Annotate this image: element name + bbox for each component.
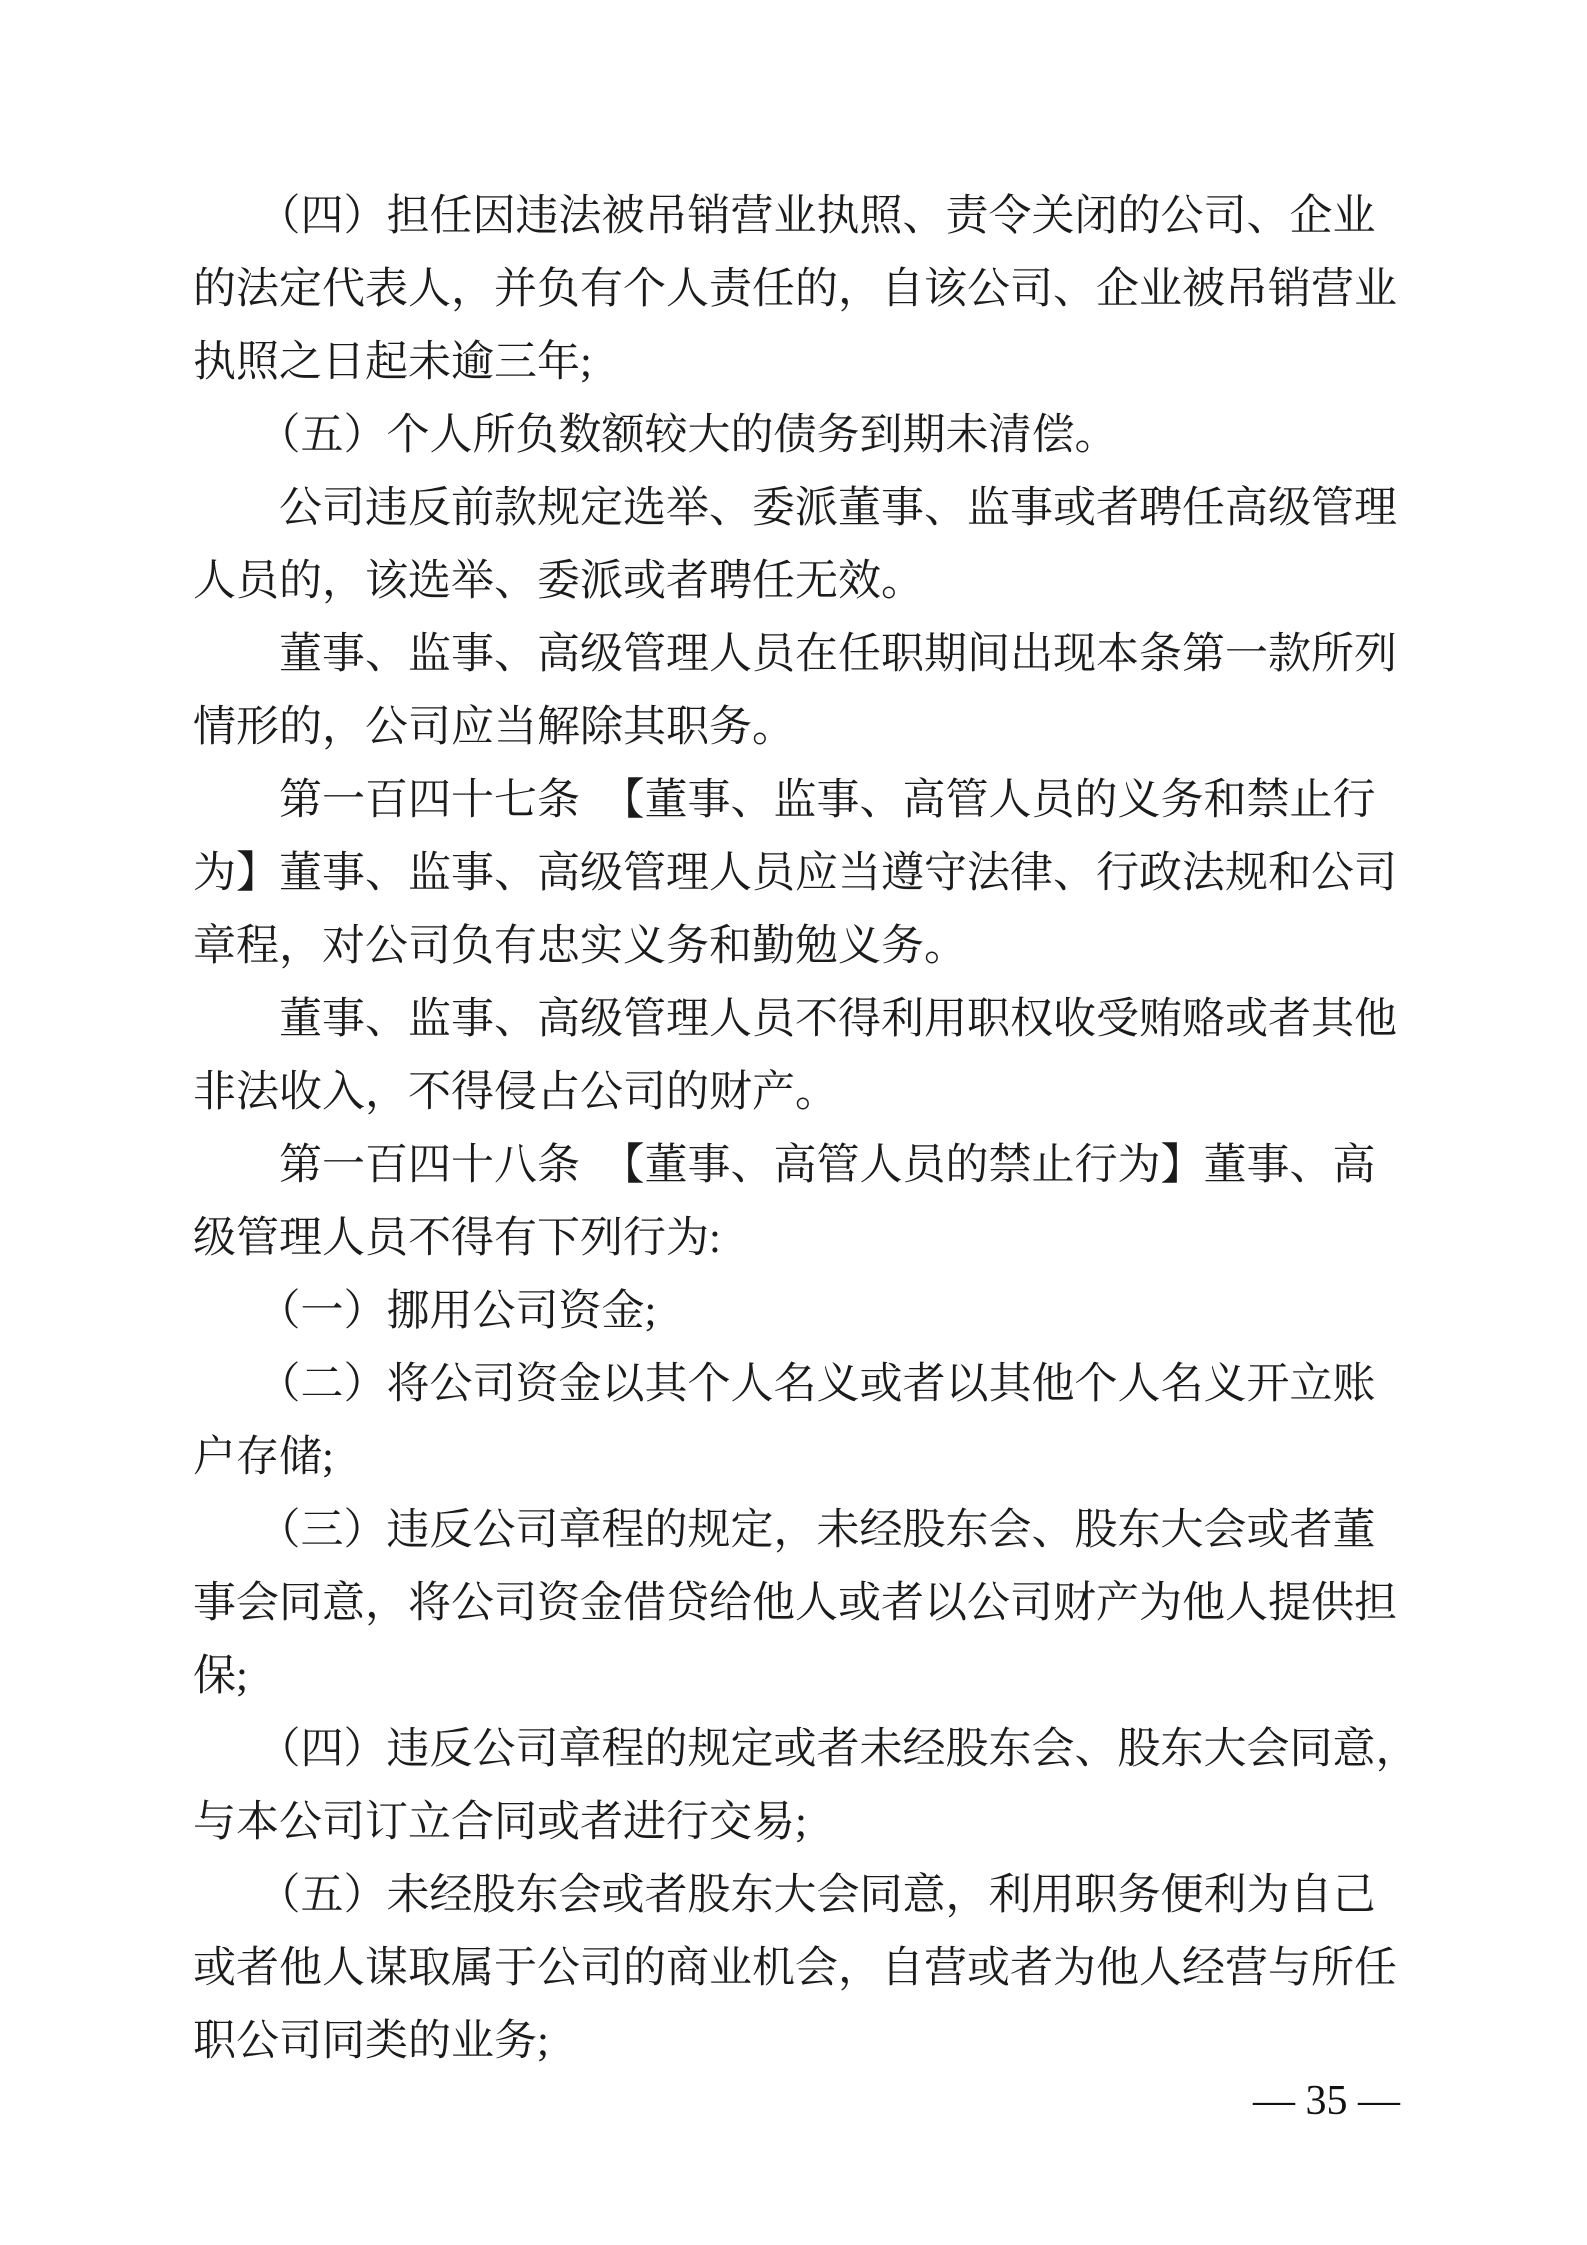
- text-line: 章程，对公司负有忠实义务和勤勉义务。: [193, 923, 967, 970]
- text-line: （三）违反公司章程的规定，未经股东会、股东大会或者董: [193, 1507, 1376, 1554]
- text-line: （二）将公司资金以其个人名义或者以其他个人名义开立账: [193, 1361, 1376, 1408]
- text-line: （五）个人所负数额较大的债务到期未清偿。: [193, 412, 1118, 459]
- text-line: 人员的，该选举、委派或者聘任无效。: [193, 558, 924, 605]
- text-line: 董事、监事、高级管理人员在任职期间出现本条第一款所列: [193, 631, 1397, 678]
- text-line: 情形的，公司应当解除其职务。: [193, 704, 795, 751]
- text-line: 为】董事、监事、高级管理人员应当遵守法律、行政法规和公司: [193, 850, 1397, 897]
- text-line: 职公司同类的业务;: [193, 2018, 549, 2065]
- page-number: — 35 —: [1253, 2078, 1400, 2124]
- text-line: （五）未经股东会或者股东大会同意，利用职务便利为自己: [193, 1872, 1376, 1919]
- text-line: 第一百四十八条 【董事、高管人员的禁止行为】董事、高: [193, 1142, 1376, 1189]
- text-line: 执照之日起未逾三年;: [193, 339, 592, 386]
- text-line: 与本公司订立合同或者进行交易;: [193, 1799, 807, 1846]
- text-line: 保;: [193, 1653, 248, 1700]
- text-line: 第一百四十七条 【董事、监事、高管人员的义务和禁止行: [193, 777, 1376, 824]
- text-line: 户存储;: [193, 1434, 334, 1481]
- text-line: 级管理人员不得有下列行为:: [193, 1215, 721, 1262]
- text-line: （四）违反公司章程的规定或者未经股东会、股东大会同意，: [193, 1726, 1419, 1773]
- legal-text-block: [193, 180, 1419, 2078]
- text-line: 的法定代表人，并负有个人责任的，自该公司、企业被吊销营业: [193, 266, 1397, 313]
- text-line: （四）担任因违法被吊销营业执照、责令关闭的公司、企业: [193, 193, 1376, 240]
- text-line: 公司违反前款规定选举、委派董事、监事或者聘任高级管理: [193, 485, 1397, 532]
- text-line: 或者他人谋取属于公司的商业机会，自营或者为他人经营与所任: [193, 1945, 1397, 1992]
- text-line: 事会同意，将公司资金借贷给他人或者以公司财产为他人提供担: [193, 1580, 1397, 1627]
- text-line: 董事、监事、高级管理人员不得利用职权收受贿赂或者其他: [193, 996, 1397, 1043]
- text-line: 非法收入，不得侵占公司的财产。: [193, 1069, 838, 1116]
- text-line: （一）挪用公司资金;: [193, 1288, 657, 1335]
